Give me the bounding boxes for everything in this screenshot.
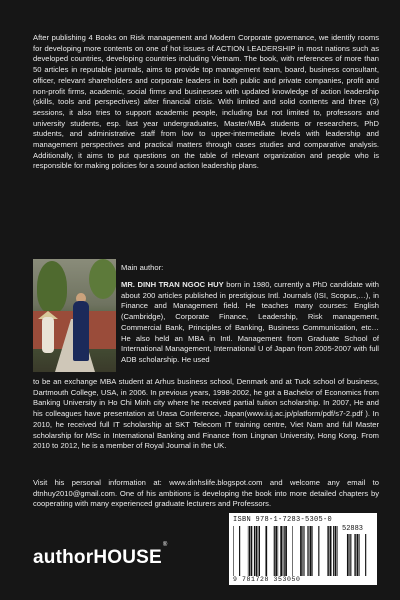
- barcode-bar: [239, 526, 240, 576]
- barcode-bar: [302, 526, 303, 576]
- author-contact-info: Visit his personal information at: www.dinhslife.blogspot.com and welcome any email to dtnhuy2010@gmail.com. One of his ambitions is developing the book into more detailed chapters by cooperating with many experienced graduate lecturers and Professors.: [33, 478, 379, 509]
- barcode-bar: [347, 534, 349, 576]
- barcode-bar: [349, 534, 350, 576]
- barcode-bar: [327, 526, 328, 576]
- barcode-bar: [355, 534, 356, 576]
- barcode-bar: [283, 526, 284, 576]
- barcode-bar: [265, 526, 267, 576]
- barcode-bar: [259, 526, 260, 576]
- barcode-bar: [337, 526, 338, 576]
- price-code: 52883: [342, 525, 364, 533]
- publisher-name-bold: author: [33, 547, 94, 568]
- barcode-bar: [303, 526, 304, 576]
- barcode-bar: [280, 526, 282, 576]
- publisher-name-rest: HOUSE: [93, 547, 162, 568]
- barcode-bar: [292, 526, 293, 576]
- barcode-bar: [312, 526, 313, 576]
- author-bio-intro: [121, 280, 379, 366]
- barcode-digits: 9 781728 353050: [233, 576, 301, 583]
- publisher-logo: [33, 541, 168, 569]
- main-author-label: Main author:: [121, 263, 164, 272]
- barcode-bar: [333, 526, 334, 576]
- barcode-bars-addon: [342, 534, 374, 576]
- barcode-bar: [318, 526, 319, 576]
- isbn-barcode: [229, 513, 377, 585]
- barcode-bar: [330, 526, 332, 576]
- trademark-symbol: ®: [162, 541, 168, 548]
- barcode-bar: [335, 526, 337, 576]
- barcode-bar: [328, 526, 329, 576]
- barcode-bar: [248, 526, 249, 576]
- barcode-bar: [278, 526, 279, 576]
- barcode-bar: [249, 526, 250, 576]
- barcode-bar: [359, 534, 360, 576]
- barcode-bar: [251, 526, 253, 576]
- barcode-bar: [256, 526, 258, 576]
- author-bio-continued: to be an exchange MBA student at Arhus business school, Denmark and at Tuck school of business, Dartmouth College, USA, in 2006. In previous years, 1998-2002, he got a Bachelor of Economics from Banking University in Ho Chi Minh city where he received partial tuition scholarship. In 2007, He and his colleagues have presentation at Urasa Conference, Japan(www.iuj.ac.jp/platform/pdf/s7-2.pdf ). In 2010, he received full IT scholarship at SKT Telecom IT training centre, Viet Nam and full Master scholarship for MSc in International Banking and Finance from Lingnan University, Hong Kong. From 2010 to 2012, he is a member of Royal Journal in the UK.: [33, 377, 379, 451]
- barcode-bar: [350, 534, 351, 576]
- barcode-bar: [274, 526, 275, 576]
- barcode-bar: [300, 526, 302, 576]
- barcode-bar: [357, 534, 359, 576]
- book-description: After publishing 4 Books on Risk management and Modern Corporate governance, we identify rooms for developing more contents on one of hot issues of ACTION LEADERSHIP in most nations such as developed countries, developing countries including Vietnam. The book, with references of more than 50 articles in reputable journals, aims to provide top management team, board, business consultant, officer, relevant shareholders and corporate leaders in both public and private companies, profit and non-profit firms, academic, social firms and businesses with updated knowledge of action leadership (skills, tools and perspectives) after financial crisis. With limited and solid contents and three (3) sessions, it also tries to support academic people, including but not limited to, professors and university students, esp. last year undergraduates, Master/MBA students or researchers, PhD students, and administrative staff from low to upper-intermediate levels with leadership and management perspectives and practical matters through cases studies and comparative analysis. Additionally, it aims to put questions on the table of relevant organization and people who is responsible for making policies for a sound action leadership plans.: [33, 33, 379, 171]
- barcode-bar: [285, 526, 287, 576]
- barcode-bars-main: [233, 526, 339, 576]
- isbn-text: ISBN 978-1-7283-5305-0: [233, 516, 333, 524]
- author-name: MR. DINH TRAN NGOC HUY: [121, 280, 224, 289]
- barcode-bar: [310, 526, 312, 576]
- barcode-bar: [258, 526, 259, 576]
- barcode-bar: [284, 526, 285, 576]
- barcode-bar: [365, 534, 366, 576]
- barcode-bar: [354, 534, 355, 576]
- barcode-bar: [307, 526, 308, 576]
- author-photo: [33, 259, 116, 372]
- barcode-bar: [254, 526, 255, 576]
- barcode-bar: [308, 526, 309, 576]
- barcode-bar: [275, 526, 277, 576]
- author-bio-text: born in 1980, currently a PhD candidate with about 200 articles published in prestigious Intl. Journals (ISI, Scopus,…), in Finance and Management field. He teaches many courses: English (Cambridge), Corporate Finance, Leadership, Risk management, Commercial Bank, Principles of Banking, Business Communication, etc… He also held an MBA in Intl. Management from Graduate School of International Management, International U of Japan from 2005-2007 with full ADB scholarship. He used: [121, 280, 379, 364]
- barcode-bar: [233, 526, 234, 576]
